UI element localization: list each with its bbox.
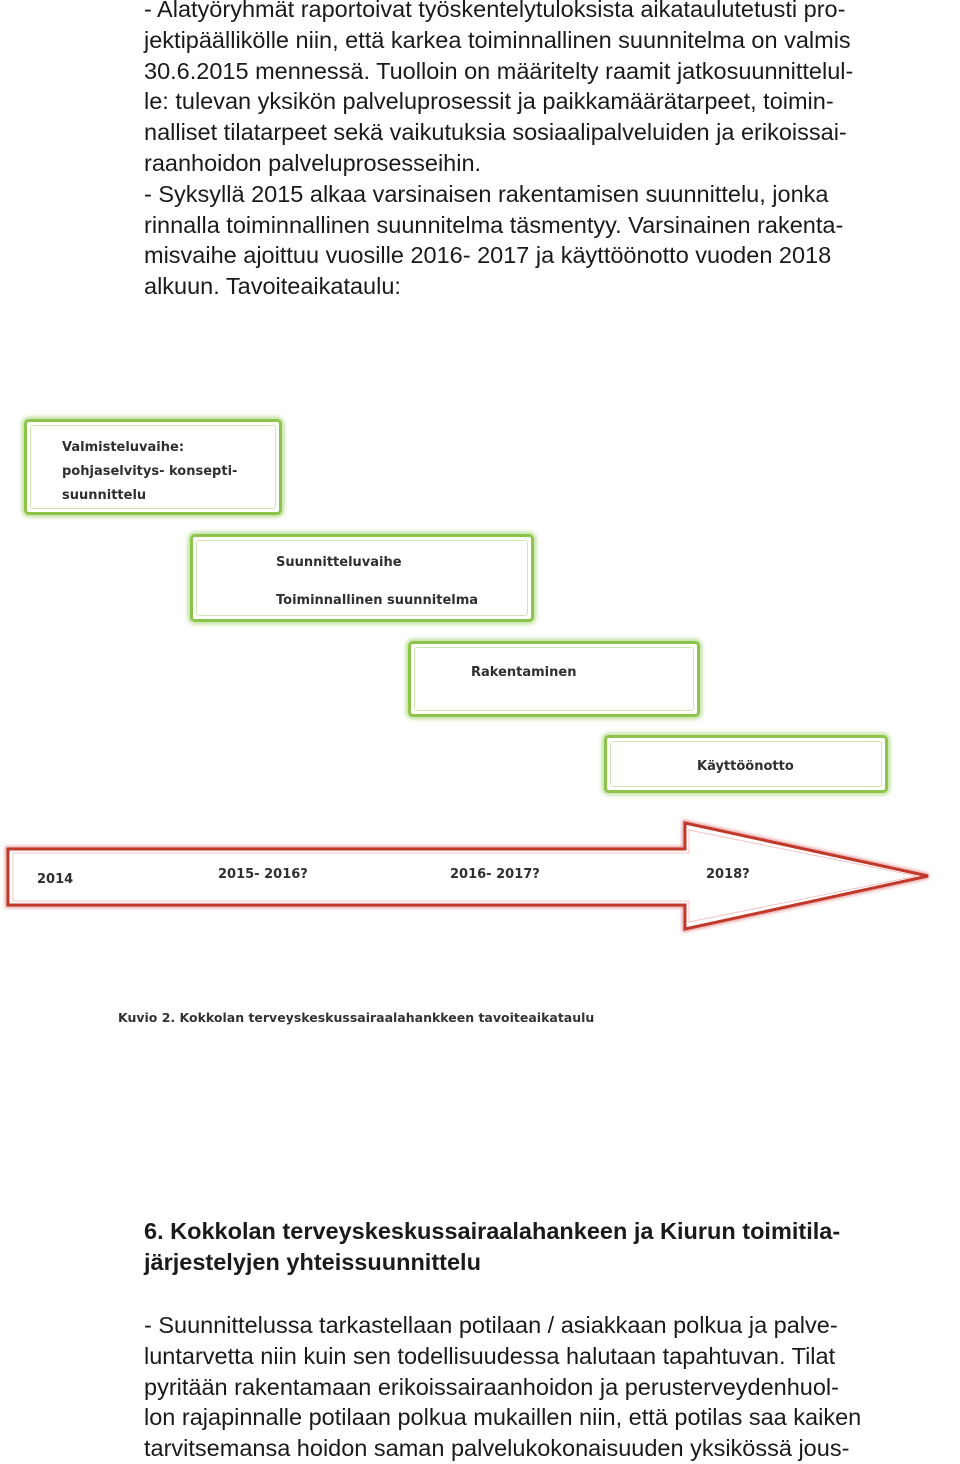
text-line: raanhoidon palveluprosesseihin.	[144, 149, 482, 176]
text-line: 30.6.2015 mennessä. Tuolloin on määritelty raamit jatkosuunnittelul-	[144, 57, 854, 84]
phase-label: pohjaselvitys- konsepti-	[62, 464, 238, 479]
figure-caption: Kuvio 2. Kokkolan terveyskeskussairaalahankkeen tavoiteaikataulu	[118, 1010, 595, 1025]
phase-label: Käyttöönotto	[697, 759, 794, 774]
text-line: alkuun. Tavoiteaikataulu:	[144, 273, 401, 300]
phase-label: suunnittelu	[62, 488, 147, 503]
section6-paragraph	[144, 1310, 944, 1464]
intro-paragraph	[144, 0, 944, 302]
text-line: - Alatyöryhmät raportoivat työskentelytuloksista aikataulutetusti pro-	[144, 0, 846, 22]
phase-box-construction	[408, 641, 700, 717]
text-line: nalliset tilatarpeet sekä vaikutuksia sosiaalipalveluiden ja erikoissai-	[144, 119, 847, 146]
text-line: rinnalla toiminnallinen suunnitelma täsmentyy. Varsinainen rakenta-	[144, 211, 844, 238]
text-line: luntarvetta niin kuin sen todellisuudessa halutaan tapahtuvan. Tilat	[144, 1342, 836, 1369]
heading-line: järjestelyjen yhteissuunnittelu	[144, 1249, 481, 1275]
text-line: - Syksyllä 2015 alkaa varsinaisen rakentamisen suunnittelu, jonka	[144, 180, 829, 207]
year-label: 2014	[37, 872, 74, 887]
text-line: misvaihe ajoittuu vuosille 2016- 2017 ja käyttöönotto vuoden 2018	[144, 242, 832, 269]
phase-box-deployment	[604, 735, 888, 793]
phase-label: Toiminnallinen suunnitelma	[276, 593, 479, 608]
text-line: pyritään rakentamaan erikoissairaanhoidon ja perusterveydenhuol-	[144, 1373, 839, 1400]
phase-box-preparation	[24, 419, 282, 515]
text-line: tarvitsemansa hoidon saman palvelukokonaisuuden yksikössä jous-	[144, 1435, 850, 1462]
text-line: jektipäällikölle niin, että karkea toiminnallinen suunnitelma on valmis	[144, 26, 851, 53]
phase-box-planning	[190, 534, 534, 622]
heading-line: 6. Kokkolan terveyskeskussairaalahankeen ja Kiurun toimitila-	[144, 1218, 841, 1244]
phase-label: Rakentaminen	[471, 665, 577, 680]
year-label: 2018?	[706, 867, 750, 882]
phase-label: Suunnitteluvaihe	[276, 555, 402, 570]
year-label: 2016- 2017?	[450, 867, 540, 882]
section-heading	[144, 1216, 944, 1278]
text-line: - Suunnittelussa tarkastellaan potilaan / asiakkaan polkua ja palve-	[144, 1312, 838, 1338]
text-line: le: tulevan yksikön palveluprosessit ja paikkamäärätarpeet, toimin-	[144, 88, 834, 115]
year-label: 2015- 2016?	[218, 867, 308, 882]
text-line: lon rajapinnalle potilaan polkua mukaillen niin, että potilas saa kaiken	[144, 1404, 862, 1431]
phase-label: Valmisteluvaihe:	[62, 440, 185, 455]
